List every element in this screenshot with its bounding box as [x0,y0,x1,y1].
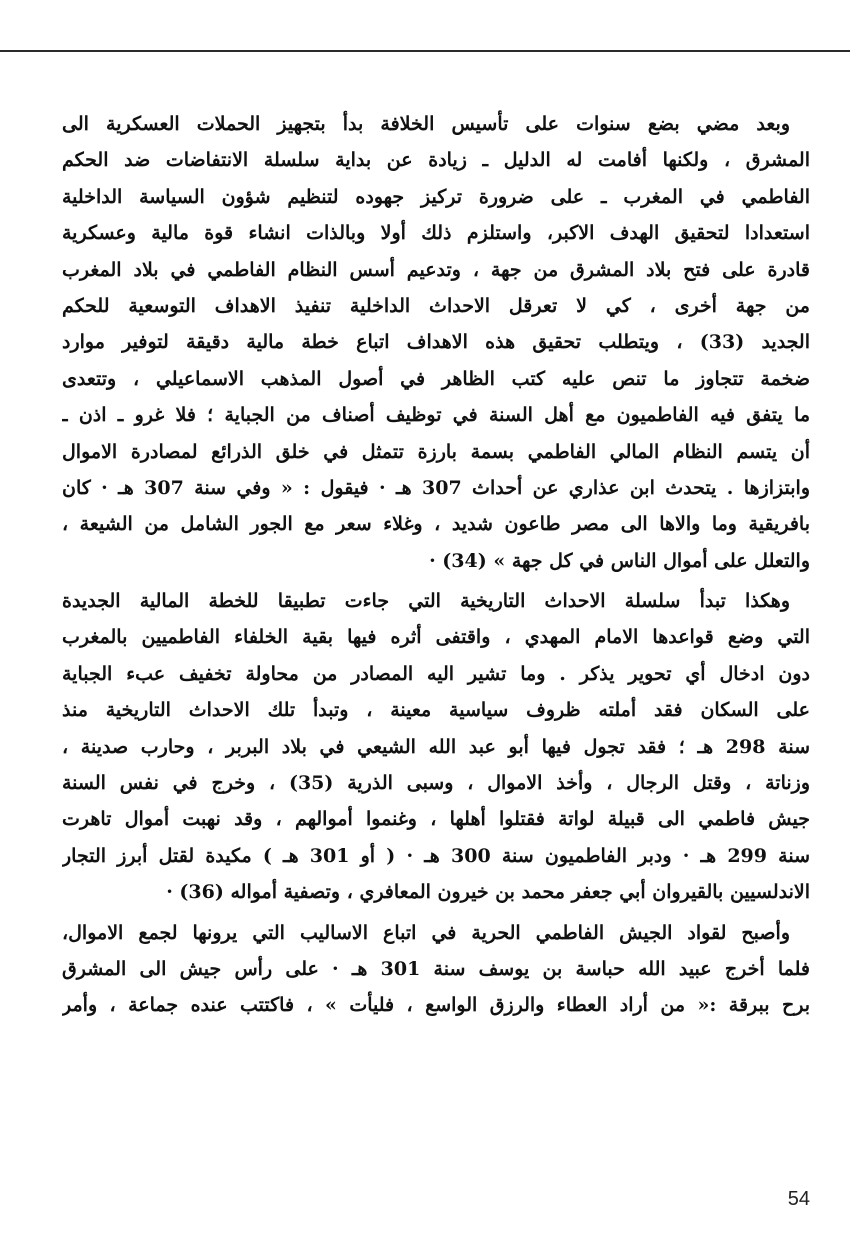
text-line: والتعلل على أموال الناس في كل جهة » (34) · [429,549,810,572]
text-line: الجديد (33) ، ويتطلب تحقيق هذه الاهداف اتباع خطة مالية دقيقة لتوفير موارد [62,331,810,354]
text-line: جيش فاطمي الى قبيلة لواتة فقتلوا أهلها ، وغنموا أموالهم ، وقد نهبت أموال تاهرت [62,808,810,831]
text-line: استعدادا لتحقيق الهدف الاكبر، واستلزم ذلك أولا وبالذات انشاء قوة مالية وعسكرية [62,222,810,245]
text-line: ضخمة تتجاوز ما تنص عليه كتب الظاهر في أصول المذهب الاسماعيلي ، وتتعدى [62,367,810,390]
text-line: الفاطمي في المغرب ـ على ضرورة تركيز جهوده لتنظيم شؤون السياسة الداخلية [62,185,810,208]
text-line: سنة 299 هـ · ودبر الفاطميون سنة 300 هـ · ( أو 301 هـ ) مكيدة لقتل أبرز التجار [62,844,810,867]
text-line: الاندلسيين بالقيروان أبي جعفر محمد بن خيرون المعافري ، وتصفية أمواله (36) · [166,881,810,904]
body-text [62,106,810,1024]
text-line: دون ادخال أي تحوير يذكر . وما تشير اليه المصادر من محاولة تخفيف عبء الجباية [62,662,810,685]
page-number: 54 [787,1188,810,1210]
text-line: بافريقية وما والاها الى مصر طاعون شديد ، وغلاء سعر مع الجور الشامل من الشيعة ، [62,513,810,536]
text-line: من جهة أخرى ، كي لا تعرقل الاحداث الداخلية تنفيذ الاهداف التوسعية للحكم [62,294,810,317]
text-line: وزناتة ، وقتل الرجال ، وأخذ الاموال ، وسبى الذرية (35) ، وخرج في نفس السنة [62,772,810,795]
header-rule [0,50,850,52]
text-line: وابتزازها . يتحدث ابن عذاري عن أحداث 307 هـ · فيقول : « وفي سنة 307 هـ · كان [62,476,810,499]
text-line: برح ببرقة :« من أراد العطاء والرزق الواسع ، فليأت » ، فاكتتب عنده جماعة ، وأمر [62,994,810,1017]
text-line: المشرق ، ولكنها أفامت له الدليل ـ زيادة عن بداية سلسلة الانتفاضات ضد الحكم [62,149,810,172]
text-line: قادرة على فتح بلاد المشرق من جهة ، وتدعيم أسس النظام الفاطمي في بلاد المغرب [62,258,810,281]
text-line: التي وضع قواعدها الامام المهدي ، واقتفى أثره فيها بقية الخلفاء الفاطميين بالمغرب [62,626,810,649]
text-line: وهكذا تبدأ سلسلة الاحداث التاريخية التي جاءت تطبيقا للخطة المالية الجديدة [62,590,790,613]
text-line: على السكان فقد أملته ظروف سياسية معينة ، وتبدأ تلك الاحداث التاريخية منذ [62,699,810,722]
text-line: وأصبح لقواد الجيش الفاطمي الحرية في اتباع الاساليب التي يرونها لجمع الاموال، [62,921,790,944]
text-line: وبعد مضي بضع سنوات على تأسيس الخلافة بدأ بتجهيز الحملات العسكرية الى [62,113,790,135]
text-line: سنة 298 هـ ؛ فقد تجول فيها أبو عبد الله الشيعي في بلاد البربر ، وحارب صدينة ، [62,735,810,758]
text-line: فلما أخرج عبيد الله حباسة بن يوسف سنة 301 هـ · على رأس جيش الى المشرق [62,957,810,980]
text-line: أن يتسم النظام المالي الفاطمي بسمة بارزة تتمثل في خلق الذرائع لمصادرة الاموال [62,440,810,463]
text-line: ما يتفق فيه الفاطميون مع أهل السنة في توظيف أصناف من الجباية ؛ فلا غرو ـ اذن ـ [62,404,810,427]
